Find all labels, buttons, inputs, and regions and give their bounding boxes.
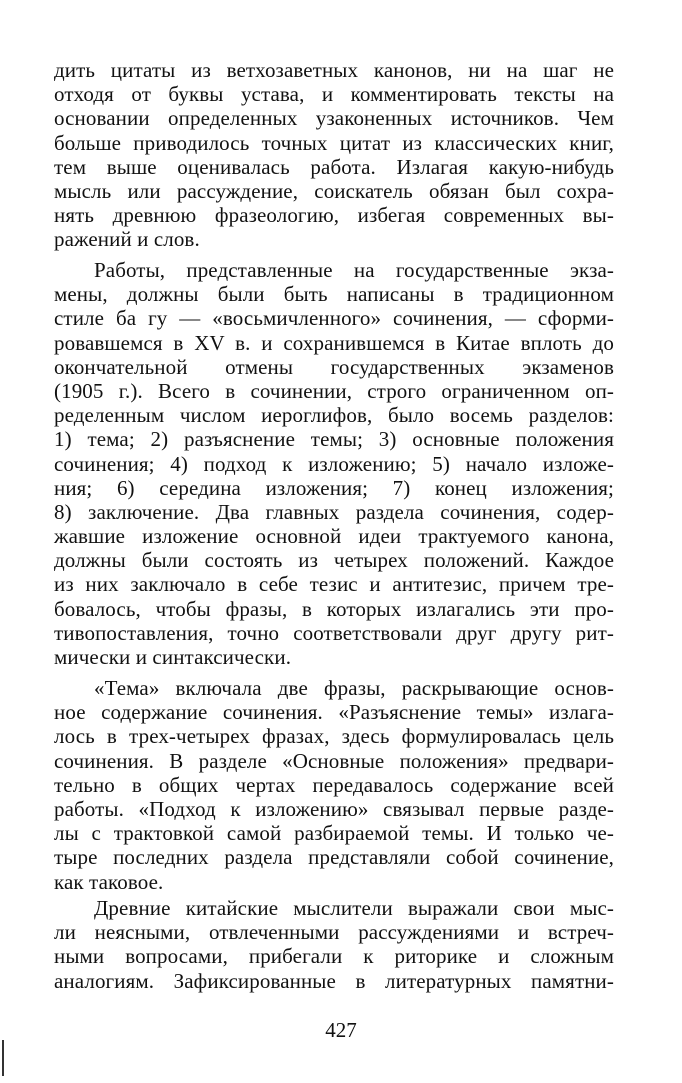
text-line: бовалось, чтобы фразы, в которых излагались эти про- [54,596,614,621]
text-line: окончательной отмены государственных экзаменов [54,354,614,379]
text-line: больше приводилось точных цитат из классических книг, [54,130,614,155]
text-line: должны были состоять из четырех положений. Каждое [54,548,614,573]
text-line: 8) заключение. Два главных раздела сочинения, содер- [54,499,614,524]
scan-edge-mark [2,1040,4,1076]
text-line: аналогиям. Зафиксированные в литературных памятни- [54,968,614,993]
text-line: мически и синтаксически. [54,645,292,669]
text-line: ли неясными, отвлеченными рассуждениями и встреч- [54,920,614,945]
text-line: ражений и слов. [54,227,200,252]
paragraph-2 [54,258,614,669]
page-number: 427 [325,1018,357,1042]
text-line: жавшие изложение основной идеи трактуемого канона, [54,524,614,549]
text-line: дить цитаты из ветхозаветных канонов, ни на шаг не [54,58,614,82]
text-line: отходя от буквы устава, и комментировать тексты на [54,82,614,107]
text-line: лы с трактовкой самой разбираемой темы. И только че- [54,821,614,846]
text-line: Древние китайские мыслители выражали свои мыс- [94,896,614,920]
text-line: сочинения. В разделе «Основные положения» предвари- [54,748,614,773]
text-line: из них заключало в себе тезис и антитезис, причем тре- [54,572,614,597]
text-line: тыре последних раздела представляли собой сочинение, [54,845,614,870]
text-line: тем выше оценивалась работа. Излагая какую-нибудь [54,154,614,179]
text-line: тельно в общих чертах передавалось содержание всей [54,772,614,797]
text-line: Работы, представленные на государственные экза- [94,258,614,282]
text-line: сочинения; 4) подход к изложению; 5) начало изложе- [54,451,614,476]
text-line: ния; 6) середина изложения; 7) конец изложения; [54,475,614,500]
text-line: основании определенных узаконенных источников. Чем [54,106,614,131]
paragraph-3 [54,676,614,894]
text-line: как таковое. [54,869,164,894]
text-line: ное содержание сочинения. «Разъяснение темы» излага- [54,700,614,725]
text-line: мысль или рассуждение, соискатель обязан был сохра- [54,178,614,203]
text-line: ными вопросами, прибегали к риторике и сложным [54,944,614,969]
text-line: лось в трех-четырех фразах, здесь формулировалась цель [54,724,614,749]
page-body [54,58,614,1058]
text-line: стиле ба гу — «восьмичленного» сочинения, — сформи- [54,306,614,331]
text-line: мены, должны были быть написаны в традиционном [54,282,614,307]
text-line: ровавшемся в XV в. и сохранившемся в Китае вплоть до [54,330,614,355]
paragraph-4 [54,896,614,993]
text-line: (1905 г.). Всего в сочинении, строго ограниченном оп- [54,378,614,403]
text-line: 1) тема; 2) разъяснение темы; 3) основные положения [54,427,614,452]
text-line: работы. «Подход к изложению» связывал первые разде- [54,796,614,821]
text-line: тивопоставления, точно соответствовали друг другу рит- [54,620,614,645]
text-line: ределенным числом иероглифов, было восемь разделов: [54,403,614,428]
paragraph-1 [54,58,614,252]
text-line: нять древнюю фразеологию, избегая современных вы- [54,203,614,228]
text-line: «Тема» включала две фразы, раскрывающие основ- [94,676,614,700]
